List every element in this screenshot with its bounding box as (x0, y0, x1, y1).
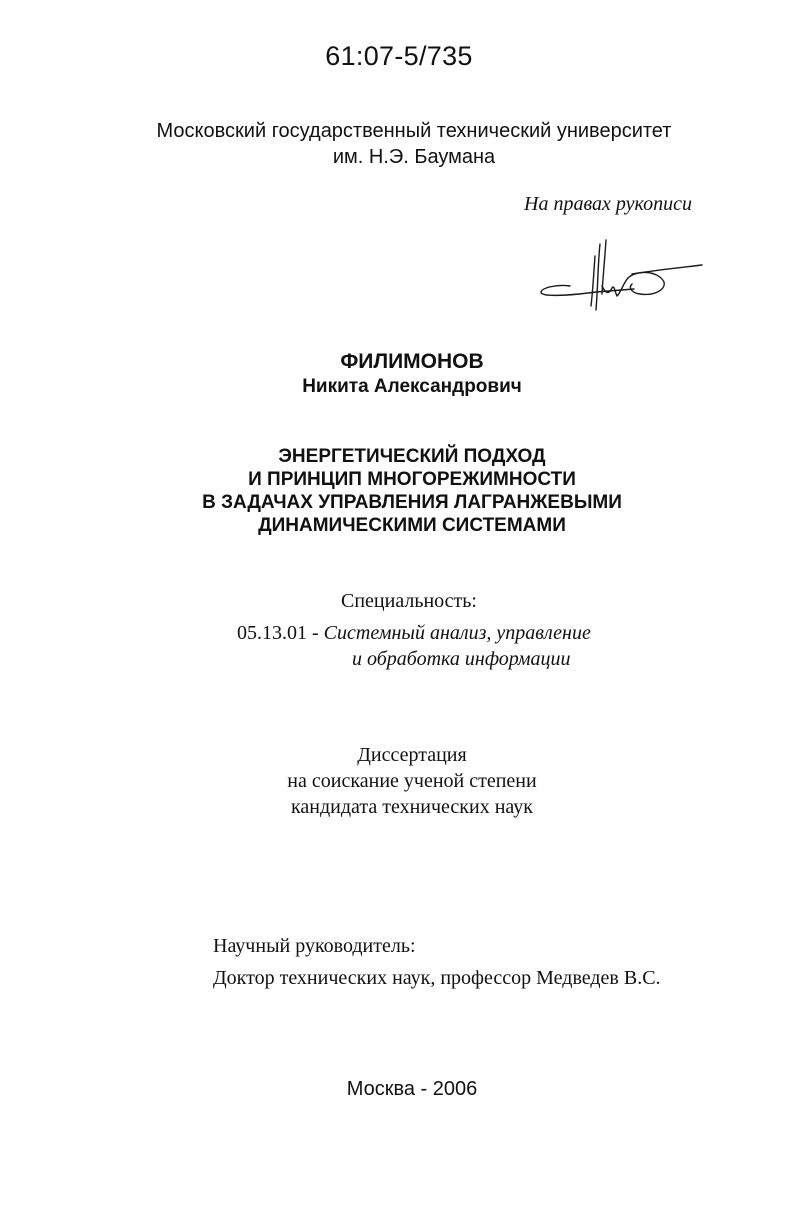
degree-line-2: на соискание ученой степени (287, 770, 537, 792)
dissertation-title (0, 445, 798, 537)
title-line-1: ЭНЕРГЕТИЧЕСКИЙ ПОДХОД (278, 446, 546, 467)
university-line-1: Московский государственный технический университет (156, 120, 672, 142)
specialty-label: Специальность: (341, 590, 477, 612)
degree-line-1: Диссертация (357, 744, 467, 766)
specialty-separator: - (307, 622, 324, 644)
title-line-2: И ПРИНЦИП МНОГОРЕЖИМНОСТИ (248, 469, 576, 490)
degree-statement (0, 742, 798, 820)
advisor-name: Доктор технических наук, профессор Медведев В.С. (213, 967, 661, 989)
title-line-4: ДИНАМИЧЕСКИМИ СИСТЕМАМИ (258, 515, 566, 536)
catalog-number: 61:07-5/735 (325, 41, 473, 71)
specialty-code: 05.13.01 (237, 622, 307, 644)
rights-note: На правах рукописи (524, 193, 692, 215)
specialty-line-1 (237, 622, 591, 645)
city-year: Москва - 2006 (346, 1078, 478, 1100)
university-name (0, 118, 798, 170)
university-line-2: им. Н.Э. Баумана (332, 146, 496, 168)
author-given-names: Никита Александрович (302, 376, 522, 397)
scientific-advisor (213, 930, 661, 994)
advisor-label: Научный руководитель: (213, 935, 416, 957)
handwritten-signature (536, 234, 706, 314)
title-line-3: В ЗАДАЧАХ УПРАВЛЕНИЯ ЛАГРАНЖЕВЫМИ (202, 492, 622, 513)
specialty-name-line-2: и обработка информации (352, 648, 571, 670)
author-surname: ФИЛИМОНОВ (340, 350, 484, 373)
specialty-name-line-1: Системный анализ, управление (323, 622, 591, 644)
degree-line-3: кандидата технических наук (290, 796, 534, 818)
